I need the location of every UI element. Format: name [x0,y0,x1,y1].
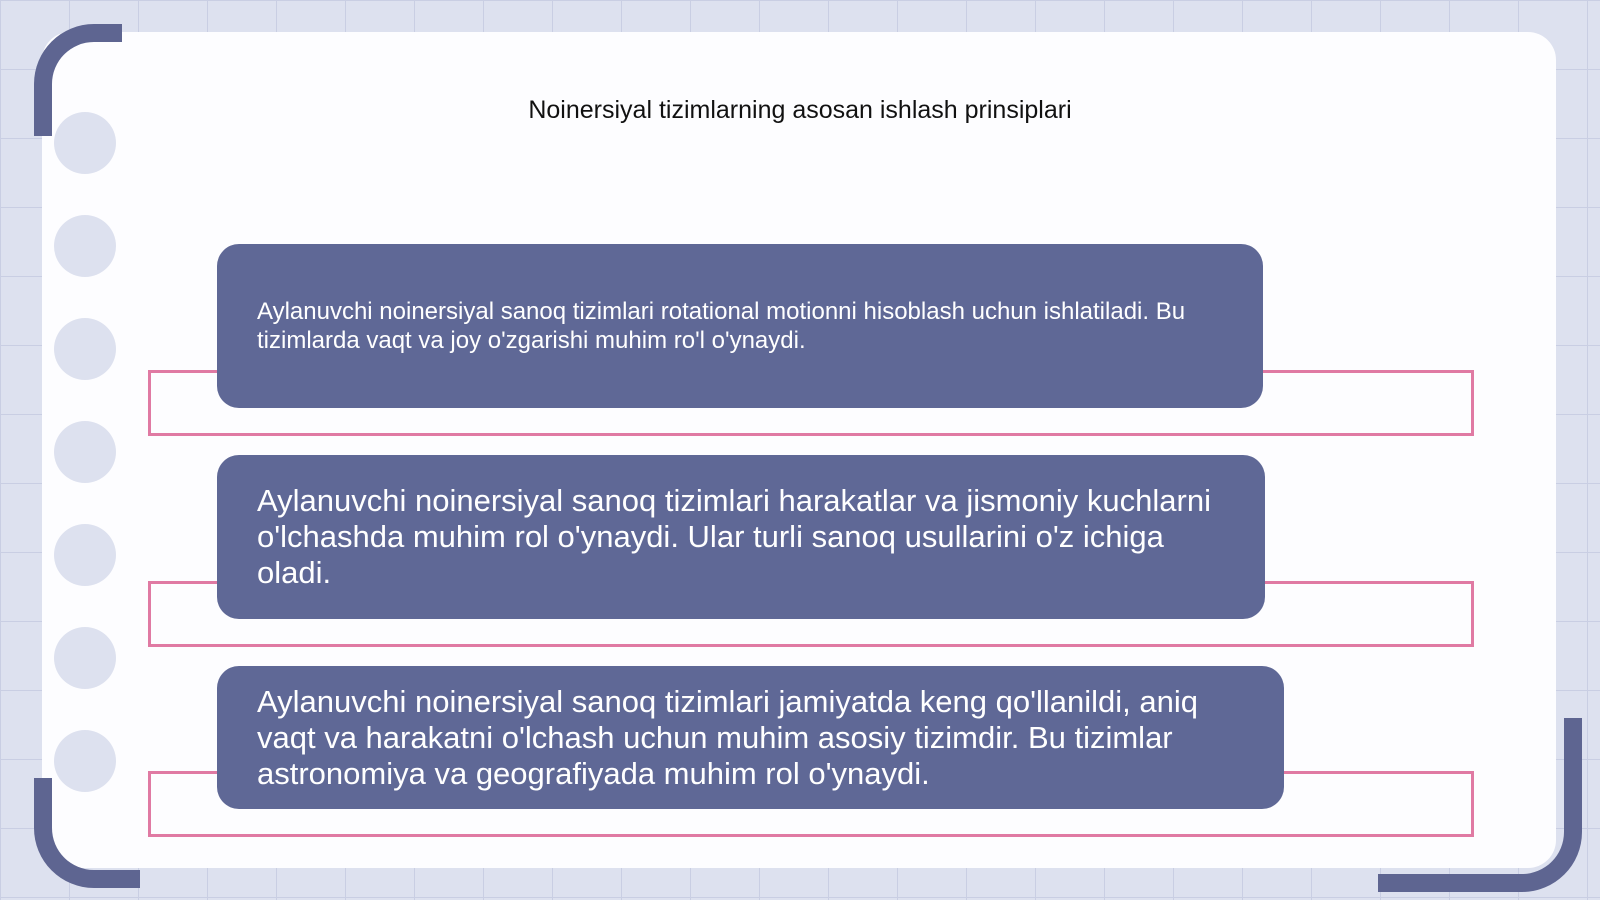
binder-hole [54,215,116,277]
binder-hole [54,421,116,483]
corner-bracket-bottom-left [34,778,140,888]
binder-hole [54,524,116,586]
binder-hole [54,318,116,380]
info-card-text: Aylanuvchi noinersiyal sanoq tizimlari harakatlar va jismoniy kuchlarni o'lchashda muhim rol o'ynaydi. Ular turli sanoq usullarini o'z ichiga oladi. [257,483,1211,590]
corner-bracket-top-left [34,24,122,136]
info-card-text: Aylanuvchi noinersiyal sanoq tizimlari jamiyatda keng qo'llanildi, aniq vaqt va harakatni o'lchash uchun muhim asosiy tizimdir. Bu tizimlar astronomiya va geografiyada muhim rol o'ynaydi. [257,683,1199,791]
info-card [217,455,1265,619]
slide-title: Noinersiyal tizimlarning asosan ishlash prinsiplari [528,96,1072,124]
info-card [217,666,1284,809]
info-card [217,244,1263,408]
info-card-text: Aylanuvchi noinersiyal sanoq tizimlari rotational motionni hisoblash uchun ishlatiladi. Bu tizimlarda vaqt va joy o'zgarishi muhim ro'l o'ynaydi. [257,298,1186,354]
binder-hole [54,627,116,689]
